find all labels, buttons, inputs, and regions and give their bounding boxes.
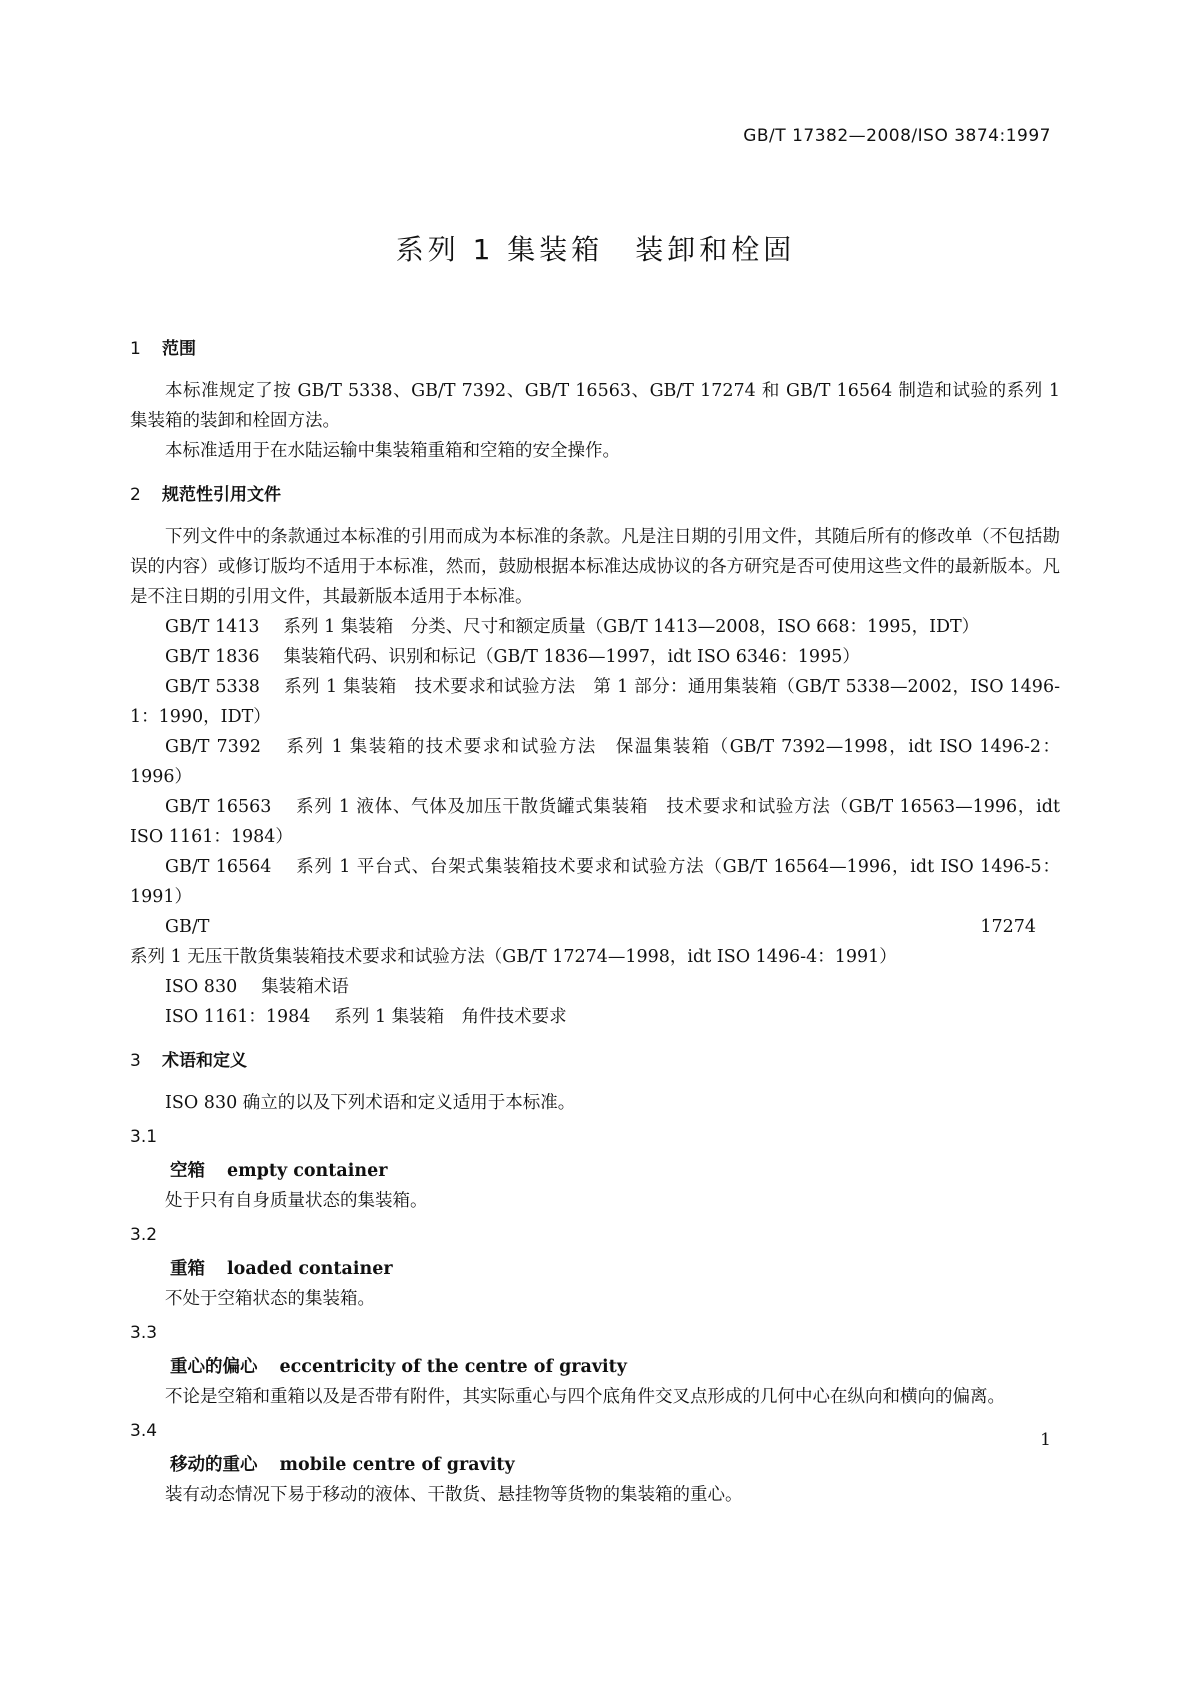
term-definition: 不论是空箱和重箱以及是否带有附件，其实际重心与四个底角件交叉点形成的几何中心在纵向和横向的偏离。 xyxy=(165,1387,1005,1407)
term-definition: 不处于空箱状态的集装箱。 xyxy=(165,1289,375,1309)
paragraph: 本标准规定了按 GB/T 5338、GB/T 7392、GB/T 16563、GB/T 17274 和 GB/T 16564 制造和试验的系列 1 集装箱的装卸和栓固方法。 xyxy=(130,381,1060,431)
reference-code: GB/T 17274 xyxy=(165,917,1036,937)
reference-text: 系列 1 集装箱的技术要求和试验方法 保温集装箱（GB/T 7392—1998，idt ISO 1496-2：1996） xyxy=(130,737,1060,787)
paragraph: 本标准适用于在水陆运输中集装箱重箱和空箱的安全操作。 xyxy=(165,441,620,461)
reference-code: GB/T 1413 xyxy=(165,617,260,637)
reference-code: ISO 830 xyxy=(165,977,238,997)
reference-code: GB/T 16564 xyxy=(165,857,272,877)
section-heading xyxy=(130,480,1060,510)
section-title: 规范性引用文件 xyxy=(162,485,281,505)
reference-item xyxy=(130,732,1060,792)
section-heading xyxy=(130,1046,1060,1076)
document-body xyxy=(130,320,1060,1510)
clause-number: 3.1 xyxy=(130,1127,158,1147)
term-zh: 移动的重心 xyxy=(170,1455,258,1475)
reference-code: ISO 1161：1984 xyxy=(165,1007,311,1027)
reference-text: 系列 1 无压干散货集装箱技术要求和试验方法（GB/T 17274—1998，idt ISO 1496-4：1991） xyxy=(130,947,897,967)
paragraph: 下列文件中的条款通过本标准的引用而成为本标准的条款。凡是注日期的引用文件，其随后所有的修改单（不包括勘误的内容）或修订版均不适用于本标准，然而，鼓励根据本标准达成协议的各方研究是否可使用这些文件的最新版本。凡是不注日期的引用文件，其最新版本适用于本标准。 xyxy=(130,527,1060,607)
reference-text: 系列 1 液体、气体及加压干散货罐式集装箱 技术要求和试验方法（GB/T 16563—1996，idt ISO 1161：1984） xyxy=(130,797,1060,847)
reference-text: 集装箱代码、识别和标记（GB/T 1836—1997，idt ISO 6346：1995） xyxy=(283,647,860,667)
term-en: mobile centre of gravity xyxy=(279,1455,515,1475)
reference-code: GB/T 16563 xyxy=(165,797,272,817)
term-en: loaded container xyxy=(227,1259,393,1279)
reference-item xyxy=(130,972,1060,1002)
term-entry xyxy=(170,1156,1060,1186)
term-zh: 空箱 xyxy=(170,1161,205,1181)
term-zh: 重箱 xyxy=(170,1259,205,1279)
clause-number: 3.2 xyxy=(130,1225,158,1245)
term-en: empty container xyxy=(227,1161,388,1181)
section-heading xyxy=(130,334,1060,364)
clause-number: 3.3 xyxy=(130,1323,158,1343)
term-entry xyxy=(170,1450,1060,1480)
term-zh: 重心的偏心 xyxy=(170,1357,258,1377)
standard-code: GB/T 17382—2008/ISO 3874:1997 xyxy=(743,126,1051,146)
reference-code: GB/T 1836 xyxy=(165,647,260,667)
section-title: 范围 xyxy=(162,339,196,359)
reference-item xyxy=(130,852,1060,912)
term-definition: 装有动态情况下易于移动的液体、干散货、悬挂物等货物的集装箱的重心。 xyxy=(165,1485,743,1505)
reference-code: GB/T 7392 xyxy=(165,737,262,757)
term-entry xyxy=(170,1352,1060,1382)
reference-item xyxy=(130,792,1060,852)
page-number: 1 xyxy=(1040,1430,1051,1450)
term-en: eccentricity of the centre of gravity xyxy=(279,1357,627,1377)
document-title: 系列 1 集装箱 装卸和栓固 xyxy=(395,233,796,266)
reference-text: 系列 1 集装箱 技术要求和试验方法 第 1 部分：通用集装箱（GB/T 5338—2002，ISO 1496-1：1990，IDT） xyxy=(130,677,1060,727)
term-definition: 处于只有自身质量状态的集装箱。 xyxy=(165,1191,428,1211)
reference-text: 系列 1 集装箱 分类、尺寸和额定质量（GB/T 1413—2008，ISO 668：1995，IDT） xyxy=(283,617,980,637)
section-number: 2 xyxy=(130,485,141,505)
reference-code: GB/T 5338 xyxy=(165,677,260,697)
reference-text: 集装箱术语 xyxy=(261,977,349,997)
reference-item xyxy=(130,1002,1060,1032)
section-number: 1 xyxy=(130,339,141,359)
reference-item xyxy=(130,612,1060,642)
reference-item xyxy=(130,672,1060,732)
section-number: 3 xyxy=(130,1051,141,1071)
clause-number: 3.4 xyxy=(130,1421,158,1441)
reference-item xyxy=(130,642,1060,672)
section-title: 术语和定义 xyxy=(162,1051,247,1071)
reference-item xyxy=(130,912,1060,972)
reference-text: 系列 1 集装箱 角件技术要求 xyxy=(334,1007,567,1027)
reference-text: 系列 1 平台式、台架式集装箱技术要求和试验方法（GB/T 16564—1996，idt ISO 1496-5：1991） xyxy=(130,857,1060,907)
term-entry xyxy=(170,1254,1060,1284)
paragraph: ISO 830 确立的以及下列术语和定义适用于本标准。 xyxy=(165,1093,576,1113)
